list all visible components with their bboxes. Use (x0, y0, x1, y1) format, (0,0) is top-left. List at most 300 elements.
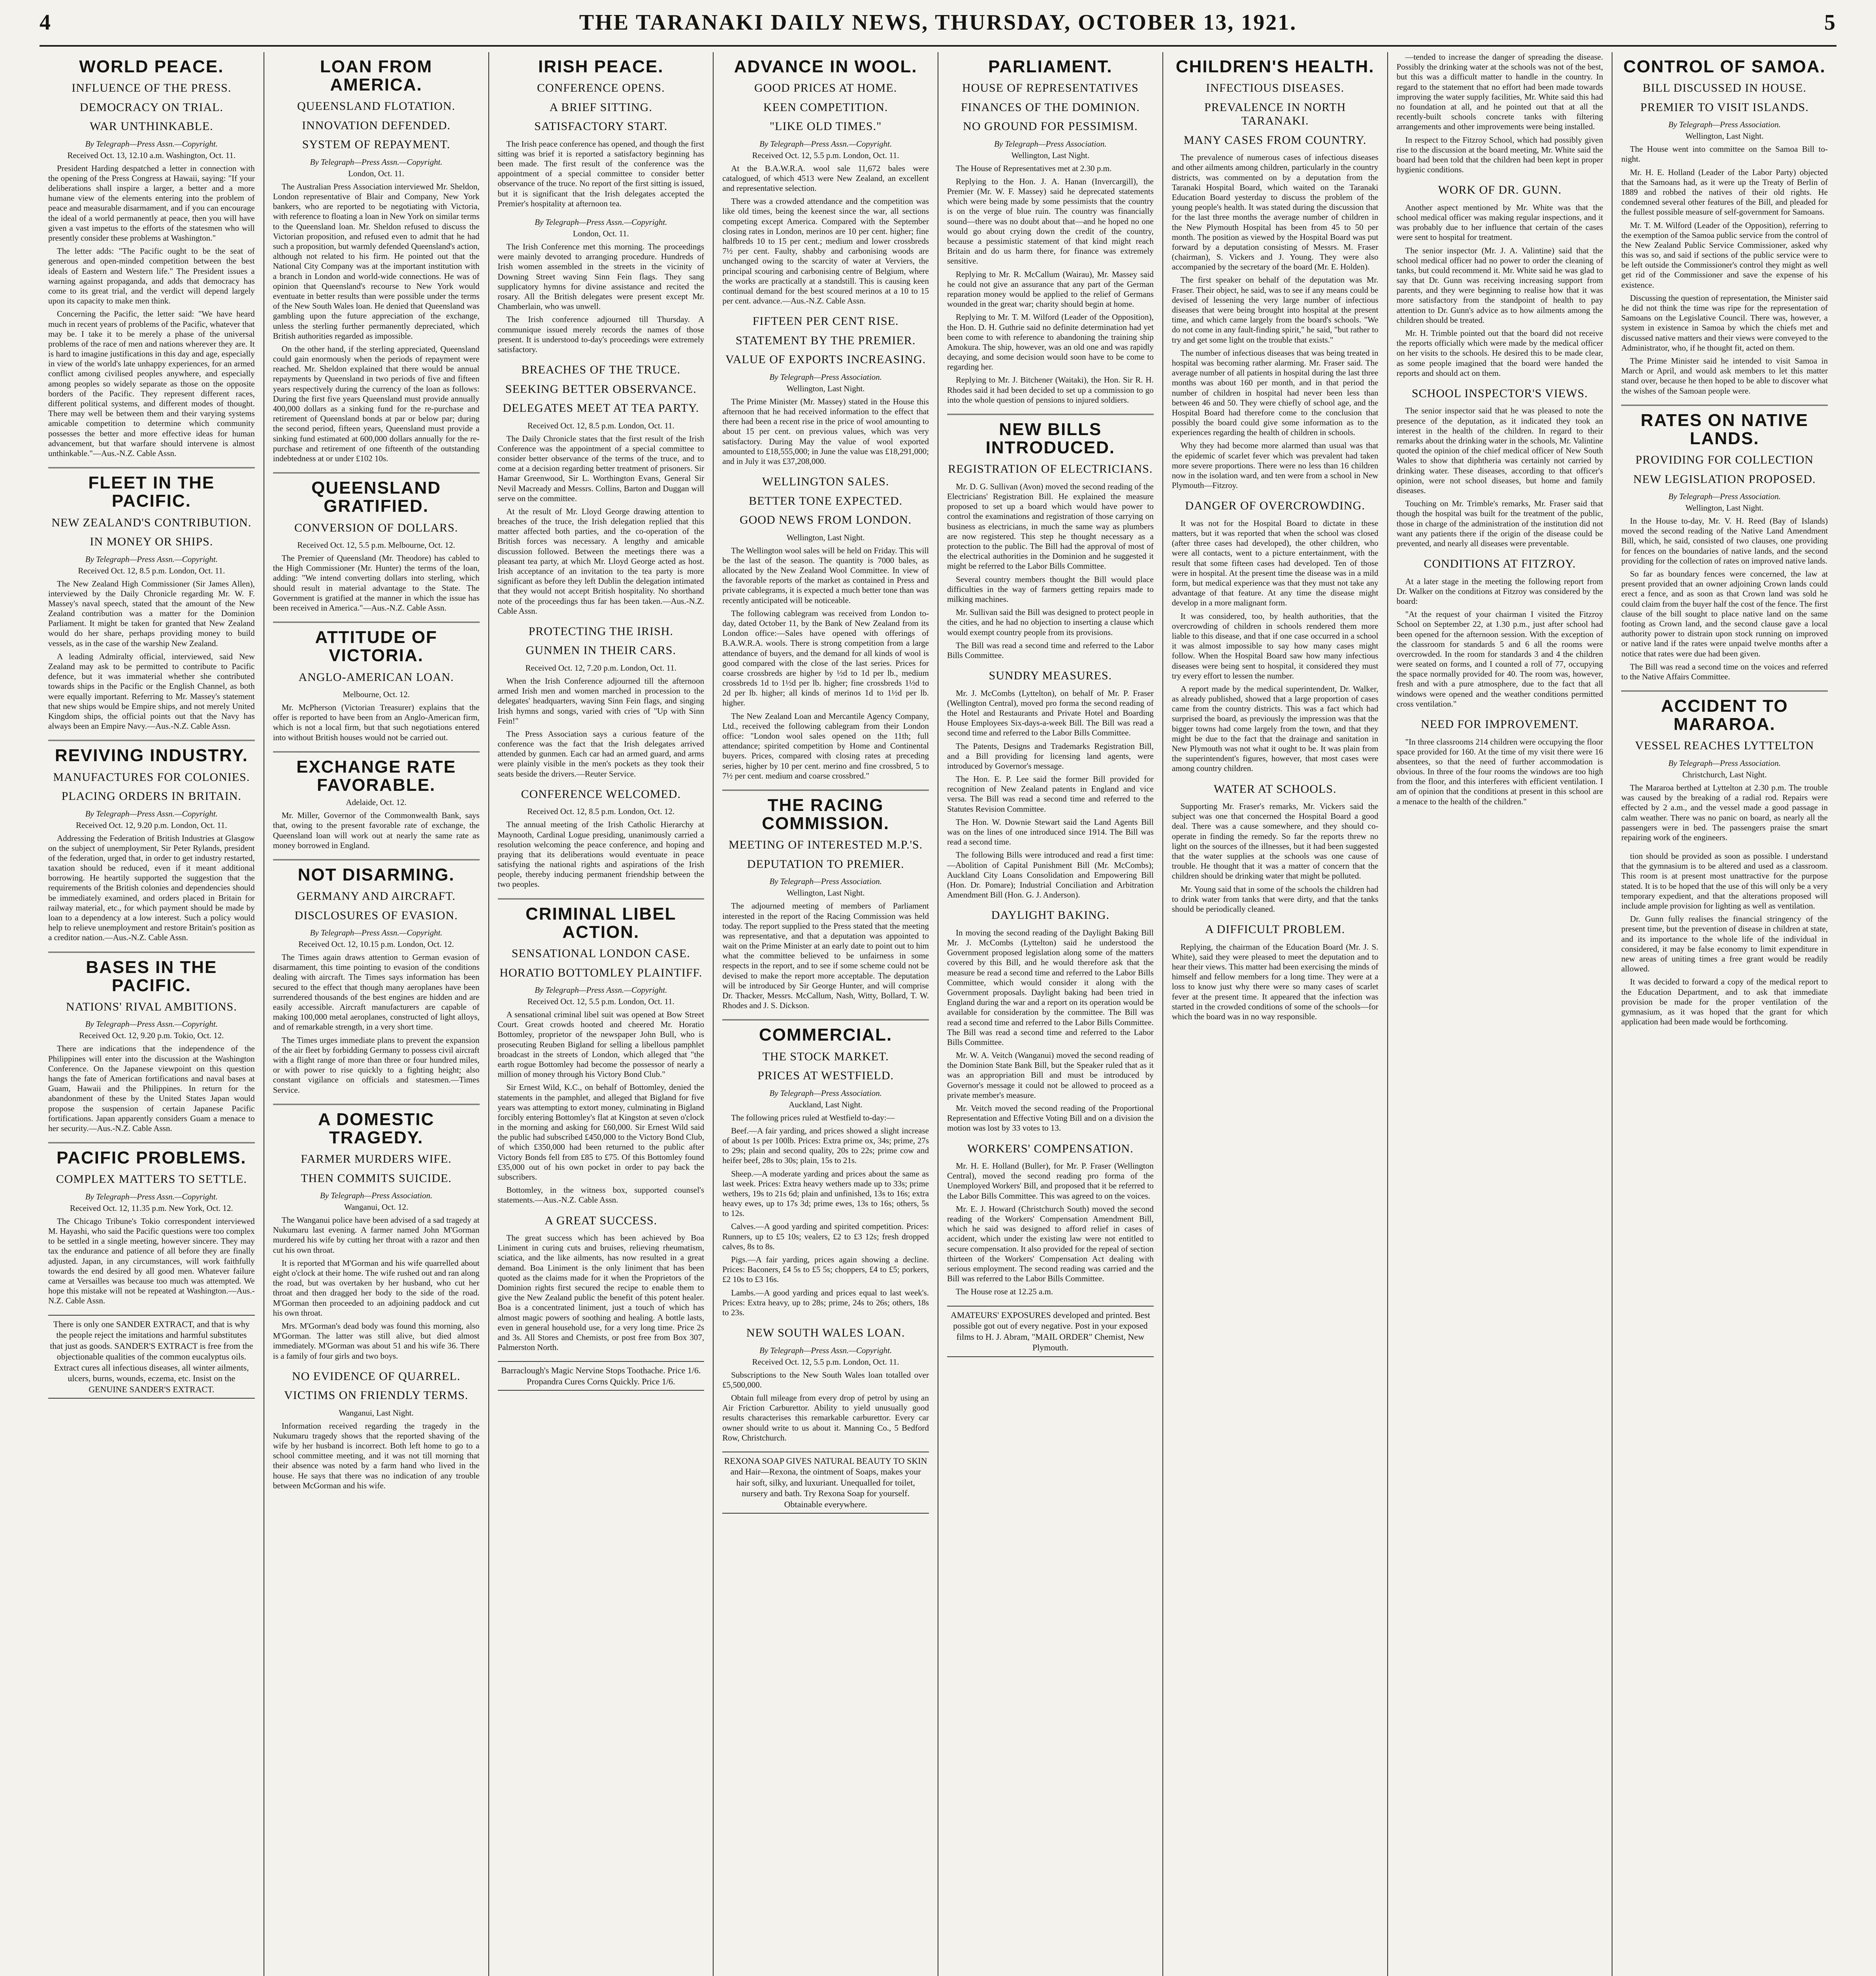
article-paragraph: The House went into committee on the Samoa Bill to-night. (1621, 144, 1828, 164)
article-byline: By Telegraph—Press Association. (320, 1191, 433, 1201)
article-paragraph: The House rose at 12.25 a.m. (956, 1287, 1053, 1297)
advertisement: There is only one SANDER EXTRACT, and that is why the people reject the imitations and harmful substitutes that just as goods. SANDER'S EXTRACT is free from the objectionable qualities of the common eucalyptus oils. Extract cures all infectious diseases, all winter ailments, ulcers, burns, wounds, eczema, etc. Insist on the GENUINE SANDER'S EXTRACT. (48, 1315, 255, 1399)
article (498, 363, 704, 616)
article-paragraph: The Press Association says a curious feature of the conference was the fact that the Irish delegates arrived attended by gunmen. Each car had an armed guard, and arms were plainly visible in the men's pockets as they took their seats beside the drivers.—Reuter Service. (497, 729, 704, 779)
article-subheading: THE STOCK MARKET. (762, 1050, 889, 1063)
section-divider (1621, 690, 1828, 692)
article-headline: NEW BILLS INTRODUCED. (985, 420, 1115, 458)
article-dateline: Received Oct. 12, 5.5 p.m. London, Oct. 11. (752, 1357, 899, 1367)
article-subheading: HOUSE OF REPRESENTATIVES (962, 81, 1139, 95)
article-dateline: Auckland, Last Night. (789, 1099, 863, 1109)
article-dateline: Wellington, Last Night. (1685, 503, 1764, 513)
masthead-left-number: 4 (40, 10, 52, 35)
article-paragraph: It was decided to forward a copy of the medical report to the Education Department, and to ask that immediate provision be made for the proper ventilation of the gymnasium, as it was hoped that the grant for which application had been made would be forthcoming. (1621, 977, 1828, 1027)
article-subheading: MANUFACTURES FOR COLONIES. (53, 770, 250, 784)
article-paragraph: Mrs. M'Gorman's dead body was found this morning, also M'Gorman. The latter was still alive, but died almost immediately. M'Gorman was about 51 and his wife 36. There is a family of four girls and two boys. (273, 1321, 480, 1361)
article-paragraph: There are indications that the independence of the Philippines will enter into the discussion at the Washington Conference. On the Japanese viewpoint on this question hangs the fate of American fortifications and naval bases at Guam, Hawaii and the Philippines. In return for the abandonment of these by the United States Japan would propose the suspension of certain Japanese Pacific fortifications. Japan apparently considers Guam a menace to her security.—Aus.-N.Z. Cable Assn. (48, 1044, 255, 1133)
article-paragraph: The Hon. W. Downie Stewart said the Land Agents Bill was on the lines of one introduced since 1914. The Bill was read a second time. (947, 817, 1154, 847)
advertisement: Barraclough's Magic Nervine Stops Toothache. Price 1/6. Propandra Cures Corns Quickly. Price 1/6. (498, 1361, 704, 1391)
section-divider (273, 1104, 480, 1105)
article (1397, 183, 1603, 378)
article-dateline: Received Oct. 12, 10.15 p.m. London, Oct. 12. (298, 939, 454, 949)
article-subheading: BREACHES OF THE TRUCE. (521, 363, 681, 377)
article-paragraph: Concerning the Pacific, the letter said: "We have heard much in recent years of problems of the Pacific, whatever that may be. I take it to be merely a phase of the universal problems of the race of men and nations wherever they are. It is hard to imagine justifications in this day and age, especially in view of the world's late unhappy experiences, for an armed conflict among civilised peoples anywhere, and especially among peoples so widely separate as those on the opposite borders of the Pacific. They represent different races, different political systems, and different modes of thought. There may well be between them and their varying systems amicable competition to determine which community possesses the better and more effective ideas for human advancement, but that warfare should intervene is almost unthinkable."—Aus.-N.Z. Cable Assn. (48, 309, 255, 458)
section-divider (273, 622, 480, 623)
article-byline: By Telegraph—Press Assn.—Copyright. (85, 139, 218, 149)
article-paragraph: The senior inspector said that he was pleased to note the presence of the deputation, as it indicated they took an interest in the health of the children. In regard to their remarks about the drinking water in the schools, Mr. Valintine quoted the opinion of the chief medical officer of New South Wales to show that diphtheria was certainly not carried by drinking water. These diseases, according to that officer's opinion, were not school diseases, but home and family diseases. (1396, 406, 1603, 495)
article (498, 905, 704, 1205)
section-divider (273, 751, 480, 752)
article-subheading: CONDITIONS AT FITZROY. (1424, 557, 1576, 571)
article-paragraph: The letter adds: "The Pacific ought to be the seat of generous and open-minded competition between the best ideals of Eastern and Western life." The President issues a warning against propaganda, and adds that democracy has come to its great trial, and the verdict will depend largely upon its capacity to make men think. (48, 246, 255, 306)
section-divider (722, 1019, 929, 1020)
article-subheading: HORATIO BOTTOMLEY PLAINTIFF. (499, 966, 703, 979)
section-divider (273, 472, 480, 473)
article-headline: IRISH PEACE. (538, 57, 664, 76)
article-dateline: Wanganui, Oct. 12. (344, 1202, 409, 1212)
section-divider (498, 898, 704, 899)
article-subheading: VICTIMS ON FRIENDLY TERMS. (284, 1389, 469, 1402)
article-subheading: DELEGATES MEET AT TEA PARTY. (503, 402, 699, 415)
article-dateline: London, Oct. 11. (348, 168, 405, 178)
column-8 (1612, 52, 1836, 1976)
article-paragraph: The following Bills were introduced and read a first time:—Abolition of Capital Punishment Bill (Mr. McCombs); Auckland City Loans Consolidation and Empowering Bill (Hon. Dr. Pomare); Industrial Conciliation and Arbitration Amendment Bill (Hon. G. J. Anderson). (947, 850, 1154, 900)
article-paragraph: Lambs.—A good yarding and prices equal to last week's. Prices: Extra heavy, up to 28s; prime, 24s to 26s; others, 18s to 23s. (722, 1288, 929, 1317)
article-subheading: SENSATIONAL LONDON CASE. (511, 947, 690, 960)
article-subheading: INNOVATION DEFENDED. (302, 119, 451, 132)
article (273, 479, 480, 613)
article-headline: NOT DISARMING. (298, 865, 455, 884)
column-5 (938, 52, 1163, 1976)
article-paragraph: The House of Representatives met at 2.30 p.m. (956, 163, 1112, 173)
article-headline: PACIFIC PROBLEMS. (57, 1148, 247, 1168)
article (1172, 58, 1379, 490)
article-dateline: Received Oct. 12, 5.5 p.m. London, Oct. 11. (752, 150, 899, 160)
article-dateline: Received Oct. 12, 9.20 p.m. Tokio, Oct. 12. (79, 1031, 224, 1041)
article-dateline: Received Oct. 12, 11.35 p.m. New York, Oct. 12. (70, 1203, 233, 1213)
article-subheading: WELLINGTON SALES. (762, 475, 889, 488)
article-paragraph: The Irish Conference met this morning. The proceedings were mainly devoted to arranging procedure. Hundreds of Irish women assembled in the streets in the vicinity of Downing Street waving Sinn Fein flags. They sang supplicatory hymns for divine assistance and recited the rosary. All the British delegates were present except Mr. Chamberlain, who was unwell. (497, 242, 704, 311)
section-divider (1621, 405, 1828, 406)
article-subheading: PROVIDING FOR COLLECTION (1635, 453, 1814, 467)
article-byline: By Telegraph—Press Assn.—Copyright. (535, 985, 667, 995)
article-dateline: Received Oct. 12, 8.5 p.m. London, Oct. 11. (527, 420, 674, 430)
section-divider (722, 790, 929, 791)
article-byline: By Telegraph—Press Association. (769, 372, 882, 382)
article (1172, 499, 1379, 773)
article-subheading: CONVERSION OF DOLLARS. (294, 521, 458, 534)
article-headline: WORLD PEACE. (79, 57, 224, 76)
section-divider (947, 414, 1154, 415)
article (1397, 557, 1603, 709)
article-paragraph: A leading Admiralty official, interviewed, said New Zealand may ask to be permitted to contribute to Pacific defence, but it was immaterial whether she contributed towards ships in the Pacific or the English Channel, as both were equally important. Referring to Mr. Massey's statement that new ships would be Empire ships, and not merely United Kingdom ships, the official points out that the Navy has always been an Empire Navy.—Aus.-N.Z. Cable Assn. (48, 651, 255, 731)
article-headline: ADVANCE IN WOOL. (734, 57, 917, 76)
article-subheading: DANGER OF OVERCROWDING. (1185, 499, 1365, 513)
article-paragraph: The Chicago Tribune's Tokio correspondent interviewed M. Hayashi, who said the Pacific questions were too complex to be settled in a single meeting, however sincere. They may tax the endurance and patience of all before they are finally adjusted. Japan, in any circumstances, will work faithfully towards the end desired by all good men. Whatever failure came at Versailles was because too much was attempted. We hope this mistake will not be repeated at Washington.—Aus.-N.Z. Cable Assn. (48, 1216, 255, 1306)
article-subheading: SCHOOL INSPECTOR'S VIEWS. (1412, 387, 1588, 400)
article (722, 315, 929, 466)
article-paragraph: The Mararoa berthed at Lyttelton at 2.30 p.m. The trouble was caused by the breaking of a radial rod. Repairs were effected by 2 a.m., and the vessel made a good passage in calm weather. There was no panic on board, as nearly all the passengers were in bed. The passengers praise the smart repairing work of the engineers. (1621, 782, 1828, 842)
article-paragraph: The Hon. E. P. Lee said the former Bill provided for recognition of New Zealand patents in England and vice versa. The Bill was read a second time and referred to the Statutes Revision Committee. (947, 774, 1154, 814)
article-paragraph: It was considered, too, by health authorities, that the overcrowding of children in schools rendered them more liable to this disease, and that if one case occurred in a school it was almost impossible to say how many cases might follow. When the Hospital Board saw how many infectious diseases were being sent to hospital, it considered they must try every effort to lessen the number. (1172, 611, 1379, 681)
article-headline: RATES ON NATIVE LANDS. (1641, 410, 1808, 448)
article (48, 1149, 255, 1306)
article-subheading: SEEKING BETTER OBSERVANCE. (505, 382, 697, 396)
article-subheading: NEW LEGISLATION PROPOSED. (1633, 472, 1816, 486)
article-byline: By Telegraph—Press Association. (1668, 492, 1781, 502)
article-headline: A DOMESTIC TRAGEDY. (318, 1109, 435, 1147)
article-headline: CRIMINAL LIBEL ACTION. (526, 904, 676, 942)
article-subheading: PREMIER TO VISIT ISLANDS. (1640, 100, 1809, 114)
article-paragraph: "In three classrooms 214 children were occupying the floor space provided for 160. At the time of my visit there were 16 absentees, so that the need of further accommodation is obvious. In three of the four rooms the windows are too high from the floor, and this interferes with efficient ventilation. I am of opinion that the conditions at present in this school are a menace to the health of the children." (1396, 737, 1603, 806)
article-headline: ATTITUDE OF VICTORIA. (315, 628, 437, 666)
article-paragraph: Supporting Mr. Fraser's remarks, Mr. Vickers said the subject was one that concerned the Hospital Board a good deal. There was a cause somewhere, and they should co-operate in finding the remedy. So far the reports threw no light on the sources of the illnesses, but it had been suggested that the water supplies at the schools was one cause of trouble. He thought that it was a matter of concern that the children should be drinking water that might be polluted. (1172, 801, 1379, 881)
article-subheading: BETTER TONE EXPECTED. (749, 494, 903, 507)
section-divider (273, 859, 480, 860)
article-headline: CHILDREN'S HEALTH. (1175, 57, 1375, 76)
article-paragraph: The Times again draws attention to German evasion of disarmament, this time pointing to evasion of the conditions dealing with aircraft. The Times says information has been secured to the effect that though many aeroplanes have been surrendered thousands of the best engines are hidden and are easily accessible. Aircraft manufacturers are capable of making 100,000 metal aeroplanes, constructed of light alloys, and of remarkable strength, in a very short time. (273, 952, 480, 1032)
article-paragraph: The Daily Chronicle states that the first result of the Irish Conference was the appointment of a special committee to consider better observance of the terms of the truce, and to come at a decision regarding better treatment of prisoners. Sir Hamar Greenwood, Sir L. Worthington Evans, General Sir Nevil Macready and Messrs. Collins, Barton and Duggan will serve on the committee. (497, 434, 704, 503)
article-subheading: WORKERS' COMPENSATION. (967, 1142, 1134, 1155)
article-subheading: FIFTEEN PER CENT RISE. (752, 315, 899, 328)
article-paragraph: Sheep.—A moderate yarding and prices about the same as last week. Prices: Extra heavy wethers made up to 33s; prime wethers, 19s to 21s 6d; plain and unfinished, 13s to 16s; extra heavy ewes, up to 17s 3d; prime ewes, 13s to 16s; others, 5s to 12s. (722, 1169, 929, 1218)
article-dateline: Wanganui, Last Night. (339, 1408, 414, 1418)
article-paragraph: The Wanganui police have been advised of a sad tragedy at Nukumaru last evening. A farmer named John M'Gorman murdered his wife by cutting her throat with a razor and then cut his own throat. (273, 1215, 480, 1255)
article-dateline: Wellington, Last Night. (786, 532, 865, 542)
article-dateline: Wellington, Last Night. (786, 383, 865, 393)
column-7 (1388, 52, 1613, 1976)
article-headline: FLEET IN THE PACIFIC. (88, 473, 215, 511)
article-subheading: NEW SOUTH WALES LOAN. (746, 1326, 905, 1340)
article (722, 1326, 929, 1443)
article-paragraph: Mr. Miller, Governor of the Commonwealth Bank, says that, owing to the present favorable rate of exchange, the Queensland loan will work out at nearly the same rate as money borrowed in England. (273, 811, 480, 850)
article-subheading: A GREAT SUCCESS. (544, 1214, 657, 1227)
article-dateline: Received Oct. 12, 7.20 p.m. London, Oct. 11. (525, 663, 677, 673)
article-paragraph: The prevalence of numerous cases of infectious diseases and other ailments among children, particularly in the country districts, was commented on by a deputation from the Taranaki Hospital Board, which waited on the Taranaki Education Board yesterday to discuss the problem of the young people's health. It was stated during the discussion that for the last three months the average number of children in the New Plymouth Hospital has been from 45 to 50 per month. The position as viewed by the Hospital Board was put forward by a deputation consisting of Messrs. M. Fraser (chairman), S. Vickers and J. Young. They were also accompanied by the secretary of the board (Mr. E. Holden). (1172, 153, 1379, 272)
article-paragraph: The great success which has been achieved by Boa Liniment in curing cuts and bruises, relieving rheumatism, sciatica, and the like ailments, has now resulted in a great demand. Boa Liniment is the only liniment that has been quoted as the claims made for it when the Proprietors of the Dominion rights first secured the recipe to enable them to give the New Zealand public the benefit of this potent healer. Boa is a concentrated liniment, just a touch of which has almost magic powers of soothing and healing. A bottle lasts, even in general household use, for a very long time. Price 2s and 3s. All Stores and Chemists, or post free from Box 307, Palmerston North. (497, 1233, 704, 1352)
article-dateline: Wellington, Last Night. (786, 888, 865, 898)
article (1397, 387, 1603, 549)
article-headline: QUEENSLAND GRATIFIED. (311, 478, 441, 516)
article (947, 669, 1154, 900)
column-2 (264, 52, 489, 1976)
article-headline: ACCIDENT TO MARAROA. (1661, 696, 1788, 734)
article-paragraph: Information received regarding the tragedy in the Nukumaru tragedy shows that the reported shaving of the wife by her husband is incorrect. Both left home to go to a school committee meeting, and it was not till morning that their absence was noted by a farm hand who lived in the house. He says that there was no indication of any trouble between McGorman and his wife. (273, 1421, 480, 1490)
column-4 (714, 52, 938, 1976)
article-paragraph: Mr. E. J. Howard (Christchurch South) moved the second reading of the Workers' Compensation Amendment Bill, which he said was designed to afford relief in cases of accident, which under the existing law were not entitled to secure compensation. It also provided for the repeal of section thirteen of the Workers' Compensation Act dealing with serious employment. The second reading was carried and the Bill was referred to the Labor Bills Committee. (947, 1204, 1154, 1284)
article (947, 909, 1154, 1133)
article-subheading: NEW ZEALAND'S CONTRIBUTION. (51, 516, 252, 529)
article (498, 625, 704, 779)
article (48, 958, 255, 1134)
article-paragraph: Why they had become more alarmed than usual was that the epidemic of scarlet fever which was prevalent had taken more severe proportions. There were no less than 16 children now in the isolation ward, and ten were from a school in New Plymouth—Fitzroy. (1172, 441, 1379, 490)
article-paragraph: Another aspect mentioned by Mr. White was that the school medical officer was making regular inspections, and it was probably due to her influence that certain of the cases were sent to hospital for treatment. (1396, 202, 1603, 242)
article-headline: PARLIAMENT. (988, 57, 1113, 76)
article-subheading: FARMER MURDERS WIFE. (301, 1152, 452, 1166)
article-paragraph: Mr. H. E. Holland (Leader of the Labor Party) objected that the Samoans had, as it were up the Treaty of Berlin of 1889 and robbed the natives of their old rights. He condemned several other features of the Bill, and pleaded for the fullest possible measure of self-government for Samoans. (1621, 167, 1828, 217)
article-paragraph: Mr. McPherson (Victorian Treasurer) explains that the offer is reported to have been from an Anglo-American firm, which is not a local firm, but that such negotiations entered into without British houses would not be carried out. (273, 703, 480, 742)
article (1397, 718, 1603, 807)
masthead (40, 0, 1836, 47)
article-subheading: NATIONS' RIVAL AMBITIONS. (66, 1000, 237, 1013)
article-headline: COMMERCIAL. (759, 1025, 893, 1045)
article-dateline: Christchurch, Last Night. (1682, 769, 1767, 779)
article-paragraph: Mr. D. G. Sullivan (Avon) moved the second reading of the Electricians' Registration Bill. He explained the measure proposed to set up a board which would have power to control the examinations and registration of those carrying on business as electricians, in much the same way as plumbers are now registered. This step he thought necessary as a protection to the public. The Bill had the approval of most of the electrical authorities in the Dominion and he suggested it might be referred to the Labor Bills Committee. (947, 481, 1154, 571)
article-paragraph: Addressing the Federation of British Industries at Glasgow on the subject of unemployment, Sir Peter Rylands, president of the federation, urged that, in order to get industry restarted, taxation should be reduced, even if it meant additional borrowing. He heartily supported the suggestion that the requirements of the British colonies and dependencies should be immediately examined, and orders placed in Britain for railway material, etc., for which payment should be made by loan to a dependency at a low interest. Such a policy would help to relieve unemployment and restore Britain's position as a creditor nation.—Aus.-N.Z. Cable Assn. (48, 833, 255, 943)
article-paragraph: Obtain full mileage from every drop of petrol by using an Air Friction Carburettor. Ability to yield unusually good results characterises this remarkable carburettor. Every car owner should write to us about it. Manning Co., 5 Bedford Row, Christchurch. (722, 1393, 929, 1442)
article-subheading: GOOD PRICES AT HOME. (754, 81, 897, 95)
article-paragraph: Mr. H. Trimble pointed out that the board did not receive the reports officially which were made by the medical officer on her visits to the schools. He desired this to be made clear, as some people imagined that the board were handed the reports and should act on them. (1396, 328, 1603, 378)
newspaper-columns (40, 52, 1836, 1976)
article-headline: BASES IN THE PACIFIC. (86, 957, 217, 995)
article-paragraph: The Patents, Designs and Trademarks Registration Bill, and a Bill providing for licensing land agents, were introduced by Governor's message. (947, 741, 1154, 771)
article-subheading: WAR UNTHINKABLE. (90, 120, 213, 133)
article (947, 58, 1154, 405)
article-dateline: Received Oct. 12, 5.5 p.m. Melbourne, Oct. 12. (297, 540, 455, 550)
article-paragraph: Replying to the Hon. J. A. Hanan (Invercargill), the Premier (Mr. W. F. Massey) said he deprecated statements which were being made by some pessimists that the country is on the verge of blue ruin. The country was financially sound—there was no doubt about that—and he hoped no one would go about crying down the credit of the country, because a pessimistic statement of that kind might reach Britain and do us harm there, for finance was extremely sensitive. (947, 176, 1154, 266)
article-headline: EXCHANGE RATE FAVORABLE. (296, 757, 456, 795)
article-subheading: KEEN COMPETITION. (763, 100, 888, 114)
article-paragraph: President Harding despatched a letter in connection with the opening of the Press Congress at Hawaii, saying: "If your deliberations shall inspire a larger, a better and a more humane view of the elements entering into the problem of peace and measurable disarmament, and if you can encourage the ideal of a world permanently at peace, then you will have given a vast impetus to the efforts of the statesmen who will presently consider these problems at Washington." (48, 163, 255, 243)
article-paragraph: Mr. Sullivan said the Bill was designed to protect people in the cities, and he had no objection to inserting a clause which would exempt country people from its provisions. (947, 607, 1154, 637)
article (48, 474, 255, 731)
article-paragraph: Discussing the question of representation, the Minister said he did not think the time was ripe for the representation of Samoans on the Legislative Council. There was, however, a system in existence in Samoa by which the chiefs met and discussed native matters and their views were conveyed to the Administrator, who, if he thought fit, acted on them. (1621, 293, 1828, 353)
article-headline: CONTROL OF SAMOA. (1623, 57, 1826, 76)
article-paragraph: The Irish conference adjourned till Thursday. A communique issued merely records the names of those present. It is understood to-day's proceedings were extremely satisfactory. (497, 315, 704, 354)
article (1621, 411, 1828, 682)
article-subheading: GOOD NEWS FROM LONDON. (739, 513, 912, 527)
article-paragraph: "At the request of your chairman I visited the Fitzroy School on September 22, at 1.30 p.m., just after school had been opened for the afternoon session. With the exception of the classroom for standards 5 and 6 all the rooms were overcrowded. In the room for standards 3 and 4 the children were seated on forms, and I counted a roll of 77, occupying the space normally provided for 40. The room was, however, fresh and with a pure atmosphere, due to the fact that all windows were opened and the weather conditions permitted cross ventilation." (1396, 609, 1603, 709)
article-paragraph: A report made by the medical superintendent, Dr. Walker, as already published, showed that a large proportion of cases came from the country districts. This was a fact which had surprised the board, as previously the impression was that the bigger towns had come largely from the town, and that they might be due to the fact that the drainage and sanitation in New Plymouth was not what it ought to be. It was plain from the superintendent's figures, however, that most cases were among country children. (1172, 684, 1379, 773)
article-subheading: COMPLEX MATTERS TO SETTLE. (56, 1173, 247, 1186)
article-paragraph: The Bill was read a second time and referred to the Labor Bills Committee. (947, 640, 1154, 660)
article-subheading: DAYLIGHT BAKING. (991, 909, 1110, 922)
article-paragraph: The Prime Minister said he intended to visit Samoa in March or April, and would ask members to let this matter stand over, because he then hoped to be able to discover what the wishes of the Samoan people were. (1621, 356, 1828, 396)
article-paragraph: In respect to the Fitzroy School, which had possibly given rise to the discussion at the board meeting, Mr. White said the board had been told that the children had been kept in proper hygienic conditions. (1396, 135, 1603, 175)
article-paragraph: On the other hand, if the sterling appreciated, Queensland could gain enormously when the periods of repayment were reached. Mr. Sheldon explained that there would be annual repayments by Queensland in two periods of five and fifteen years respectively during the currency of the loan as follows: During the first five years Queensland must provide annually 400,000 dollars as a sinking fund for the re-purchase and retirement of Queensland bonds at par or below par; during the second period, fifteen years, Queensland must provide a sinking fund estimated at 600,000 dollars annually for the re-purchase and retirement of one fifteenth of the outstanding indebtedness at or under £102 10s. (273, 344, 480, 463)
article-byline: By Telegraph—Press Association. (1668, 120, 1781, 130)
article-byline: By Telegraph—Press Assn.—Copyright. (759, 139, 892, 149)
article-dateline: Wellington, Last Night. (1011, 150, 1090, 160)
article-dateline: Wellington, Last Night. (1685, 131, 1764, 141)
article (498, 58, 704, 209)
article (1172, 782, 1379, 914)
article-subheading: REGISTRATION OF ELECTRICIANS. (948, 462, 1153, 476)
advertisement: AMATEURS' EXPOSURES developed and printed. Best possible got out of every negative. Post in your exposed films to H. J. Abram, "MAIL ORDER" Chemist, New Plymouth. (947, 1306, 1154, 1357)
article-paragraph: Mr. Veitch moved the second reading of the Proportional Representation and Effective Voting Bill and on a division the motion was lost by 33 votes to 13. (947, 1103, 1154, 1133)
article-paragraph: The Premier of Queensland (Mr. Theodore) has cabled to the High Commissioner (Mr. Hunter) the terms of the loan, adding: "We intend converting dollars into sterling, which should result in material advantage to the State. The Government is gratified at the manner in which the issue has been received in America."—Aus.-N.Z. Cable Assn. (273, 553, 480, 613)
article-paragraph: Calves.—A good yarding and spirited competition. Prices: Runners, up to £5 10s; vealers, £2 to £3 12s; fresh dropped calves, 8s to 8s. (722, 1222, 929, 1251)
article-byline: By Telegraph—Press Association. (994, 139, 1107, 149)
article-subheading: INFECTIOUS DISEASES. (1206, 81, 1345, 95)
article-headline: REVIVING INDUSTRY. (55, 746, 248, 766)
article (273, 628, 480, 743)
article (498, 217, 704, 354)
article-byline: By Telegraph—Press Assn.—Copyright. (85, 554, 218, 564)
article (48, 747, 255, 943)
article-paragraph: Dr. Gunn fully realises the financial stringency of the present time, but the prevention of disease in children at state, and its importance to the whole life of the individual in considered, it may be false economy to limit expenditure in new areas of uniting times a free grant would be readily allowed. (1621, 914, 1828, 974)
article-paragraph: The senior inspector (Mr. J. A. Valintine) said that the school medical officer had no power to order the cleaning of tanks, but could recommend it. Mr. White said he was glad to say that Dr. Gunn was receiving increasing support from parents, and they were beginning to realise how that it was more satisfactory from the standpoint of health to pay attention to Dr. Gunn's advice as to how ailments among the children should be treated. (1396, 245, 1603, 325)
article-subheading: DEMOCRACY ON TRIAL. (79, 100, 223, 114)
article-byline: By Telegraph—Press Assn.—Copyright. (85, 1192, 218, 1201)
article-paragraph: Replying, the chairman of the Education Board (Mr. J. S. White), said they were pleased to meet the deputation and to hear their views. This matter had been exercising the minds of himself and fellow members for a long time. They were at a loss to know just why there were so many cases of scarlet fever at the present time. It appeared that the infection was started in the crowded conditions of some of the schools—for which the board was in no way responsible. (1172, 942, 1379, 1021)
article-byline: By Telegraph—Press Association. (769, 877, 882, 886)
article-paragraph: The Prime Minister (Mr. Massey) stated in the House this afternoon that he had received information to the effect that there had been a recent rise in the price of wool amounting to about 15 per cent. on previous values, which was very satisfactory. During May the value of wool exported amounted to £18,555,000; in June the value was £18,291,000; and in July it was £37,208,000. (722, 396, 929, 466)
article-paragraph: The annual meeting of the Irish Catholic Hierarchy at Maynooth, Cardinal Logue presiding, unanimously carried a resolution welcoming the peace conference, and hoping and praying that its deliberations would eventuate in peace satisfying the national rights and aspirations of the Irish people, thereby inducing permanent friendship between the two peoples. (497, 820, 704, 889)
article-subheading: VESSEL REACHES LYTTELTON (1635, 739, 1814, 752)
article-subheading: DISCLOSURES OF EVASION. (294, 909, 458, 922)
article-dateline: London, Oct. 11. (573, 229, 629, 238)
article-paragraph: Mr. W. A. Veitch (Wanganui) moved the second reading of the Dominion State Bank Bill, but the Speaker ruled that as it was an appropriation Bill and must be introduced by Governor's message it could not be allowed to proceed as a private member's measure. (947, 1050, 1154, 1100)
article-paragraph: The number of infectious diseases that was being treated in hospital was becoming rather alarming. Mr. Fraser said. The average number of all patients in hospital during the last three months was about 160 per month, and in that period the number of children in hospital had never been less than between 46 and 50. They were chiefly of school age, and the Hospital Board had therefore come to the conclusion that possibly the board could give some information as to the experiences regarding the health of children in schools. (1172, 348, 1379, 437)
article-dateline: Melbourne, Oct. 12. (343, 690, 410, 699)
article-dateline: Received Oct. 13, 12.10 a.m. Washington, Oct. 11. (67, 150, 236, 160)
article (1621, 58, 1828, 396)
article-byline: By Telegraph—Press Assn.—Copyright. (759, 1345, 892, 1355)
article-subheading: FINANCES OF THE DOMINION. (961, 100, 1140, 114)
article-paragraph: At the result of Mr. Lloyd George drawing attention to breaches of the truce, the Irish delegation replied that this matter affected both parties, and the co-operation of the British forces was necessary. A lengthy and amicable discussion followed. Between the meetings there was a pleasant tea party, at which Mr. Lloyd George acted as host. Irish acceptance of an invitation to the tea party is more significant as before they left Dublin the delegation intimated that they would not accept British hospitality. No shorthand note of the proceedings thus far has been taken.—Aus.-N.Z. Cable Assn. (497, 506, 704, 616)
article-paragraph: The Times urges immediate plans to prevent the expansion of the air fleet by forbidding Germany to possess civil aircraft with a flight range of more than three or four hundred miles, or with power to rise quickly to a fighting height; also constant vigilance on officials and statesmen.—Times Service. (273, 1035, 480, 1095)
article-byline: By Telegraph—Press Assn.—Copyright. (310, 928, 443, 938)
article-paragraph: Several country members thought the Bill would place difficulties in the way of farmers getting repairs made to milking machines. (947, 574, 1154, 604)
newspaper-title: THE TARANAKI DAILY NEWS, THURSDAY, OCTOBER 13, 1921. (579, 10, 1297, 35)
article-byline: By Telegraph—Press Assn.—Copyright. (310, 157, 443, 167)
article-paragraph: Touching on Mr. Trimble's remarks, Mr. Fraser said that though the hospital was built for the treatment of the public, those in charge of the administration of the institution did not want any patients there if the origin of the disease could be prevented, and nearly all diseases were preventable. (1396, 499, 1603, 548)
article-paragraph: Mr. T. M. Wilford (Leader of the Opposition), referring to the exemption of the Samoa public service from the control of the New Zealand Public Service Commissioner, asked why this was so, and said if sections of the public service were to be left outside the Commissioner's control they might as well get rid of the Commissioner and save the expense of his existence. (1621, 220, 1828, 290)
article-dateline: Adelaide, Oct. 12. (346, 798, 407, 807)
article-paragraph: It was not for the Hospital Board to dictate in these matters, but it was reported that when the school was closed (after three cases had developed), the other children, who were all contacts, went to a picture entertainment, with the result that some fifteen cases had developed. Ten of those were in hospital. At the present time the disease was in a mild form, but medical experience was that they must not take any advantage of that feature. At any time the disease might develop in a more malignant form. (1172, 518, 1379, 608)
article-headline: LOAN FROM AMERICA. (320, 57, 433, 95)
article-subheading: A DIFFICULT PROBLEM. (1205, 923, 1345, 936)
article-subheading: ANGLO-AMERICAN LOAN. (298, 670, 454, 684)
article (1621, 851, 1828, 1027)
article (48, 58, 255, 458)
article (1397, 52, 1603, 175)
article-paragraph: Mr. Young said that in some of the schools the children had to drink water from tanks that were dirty, and that the tanks should be periodically cleaned. (1172, 884, 1379, 914)
article-paragraph: The following cablegram was received from London to-day, dated October 11, by the Bank of New Zealand from its London office:—Sales have opened with offerings of B.A.W.R.A. wools. There is strong competition from a large attendance of buyers, and the demand for all kinds of wool is good compared with the close of the last series. Prices for coarse crossbreds are higher by ½d to 1d per lb., medium crossbreds 1d to 1½d per lb. higher; fine crossbreds 1½d to 2d per lb. higher; all kinds of merinos 1d to 1½d per lb. higher. (722, 608, 929, 708)
article-subheading: MANY CASES FROM COUNTRY. (1183, 133, 1367, 147)
article-subheading: DEPUTATION TO PREMIER. (747, 857, 904, 871)
article-paragraph: At the B.A.W.R.A. wool sale 11,672 bales were catalogued, of which 4513 were New Zealand, an excellent and representative selection. (722, 163, 929, 193)
article-paragraph: The following prices ruled at Westfield to-day:— (731, 1112, 895, 1122)
section-divider (48, 1142, 255, 1143)
article-dateline: Received Oct. 12, 8.5 p.m. London, Oct. 11. (78, 566, 225, 575)
article (722, 1026, 929, 1318)
article-subheading: QUEENSLAND FLOTATION. (297, 100, 456, 113)
article-subheading: PLACING ORDERS IN BRITAIN. (61, 790, 242, 803)
article-paragraph: tion should be provided as soon as possible. I understand that the gymnasium is to be altered and used as a classroom. This room is at present most unattractive for the purpose stated. It is to be hoped that the use of this will only be a very temporary expedient, and that the alterations proposed will include ample provision for lighting as well as ventilation. (1621, 851, 1828, 911)
article-paragraph: When the Irish Conference adjourned till the afternoon armed Irish men and women marched in procession to the delegates' headquarters, waving Sinn Fein flags, and singing Irish hymns and songs, varied with cries of "Up with Sinn Fein!" (497, 676, 704, 726)
article-subheading: SATISFACTORY START. (534, 120, 668, 133)
article-byline: By Telegraph—Press Association. (1668, 758, 1781, 768)
article-paragraph: Pigs.—A fair yarding, prices again showing a decline. Prices: Baconers, £4 5s to £5 5s; choppers, £4 to £5; porkers, £2 10s to £3 16s. (722, 1255, 929, 1284)
article (722, 796, 929, 1011)
article-paragraph: Replying to Mr. J. Bitchener (Waitaki), the Hon. Sir R. H. Rhodes said it had been decided to set up a commission to go into the whole question of pensions to injured soldiers. (947, 375, 1154, 405)
page-number: 5 (1824, 10, 1836, 35)
article-subheading: GERMANY AND AIRCRAFT. (297, 890, 456, 903)
article-subheading: BILL DISCUSSED IN HOUSE. (1642, 81, 1806, 95)
article-paragraph: Sir Ernest Wild, K.C., on behalf of Bottomley, denied the statements in the pamphlet, and alleged that Bigland for five years was attempting to extort money, culminating in Bigland forcibly entering Bottomley's flat at Kingston at seven o'clock in the morning and asking for £60,000. Sir Ernest Wild said the public had subscribed £450,000 to the Victory Bond Club, of which £350,000 had been returned to the public after Victory Bonds fell from £85 to £75. Of this Bottomley found £35,000 out of his own pocket in order to pay back the subscribers. (497, 1082, 704, 1182)
article-paragraph: At a later stage in the meeting the following report from Dr. Walker on the conditions at Fitzroy was considered by the board: (1396, 576, 1603, 606)
article-subheading: CONFERENCE WELCOMED. (521, 787, 681, 801)
article-paragraph: The New Zealand High Commissioner (Sir James Allen), interviewed by the Daily Chronicle regarding Mr. W. F. Massey's naval speech, stated that the amount of the New Zealand contribution was a matter for the Dominion Parliament. It might be taken for granted that New Zealand would do her share, perhaps providing money to build vessels, as in the case of the warship New Zealand. (48, 579, 255, 648)
article-paragraph: In the House to-day, Mr. V. H. Reed (Bay of Islands) moved the second reading of the Native Land Amendment Bill, which, he said, consisted of two clauses, one providing for fences on the boundaries of native lands, and the second providing for the collection of rates on improved native lands. (1621, 516, 1828, 566)
article-subheading: STATEMENT BY THE PREMIER. (735, 334, 916, 347)
article-subheading: PRICES AT WESTFIELD. (757, 1069, 894, 1082)
article (1621, 697, 1828, 843)
article-byline: By Telegraph—Press Assn.—Copyright. (535, 217, 667, 227)
article-subheading: SYSTEM OF REPAYMENT. (302, 138, 450, 151)
article-headline: THE RACING COMMISSION. (762, 795, 889, 833)
article-subheading: A BRIEF SITTING. (549, 100, 652, 114)
article-subheading: SUNDRY MEASURES. (989, 669, 1112, 683)
article-paragraph: Subscriptions to the New South Wales loan totalled over £5,500,000. (722, 1370, 929, 1390)
article (273, 758, 480, 850)
article-subheading: GUNMEN IN THEIR CARS. (526, 644, 676, 657)
article-paragraph: A sensational criminal libel suit was opened at Bow Street Court. Great crowds hooted and cheered Mr. Horatio Bottomley, proprietor of the newspaper John Bull, who is prosecuting Reuben Bigland for selling a libellous pamphlet broadcast in the streets of London, which alleged that "the earth rogue Bottomley had become the possessor of nearly a million of money through his Victory Bond Club." (497, 1010, 704, 1079)
article (273, 1111, 480, 1361)
article-paragraph: It is reported that M'Gorman and his wife quarrelled about eight o'clock at their home. The wife rushed out and ran along the road, but was overtaken by her husband, who cut her throat and then dragged her body to the side of the road. M'Gorman then proceeded to an adjoining paddock and cut his own throat. (273, 1258, 480, 1318)
article (273, 58, 480, 464)
article (1172, 923, 1379, 1022)
article-subheading: VALUE OF EXPORTS INCREASING. (725, 353, 926, 366)
article-paragraph: Beef.—A fair yarding, and prices showed a slight increase of about 1s per 100lb. Prices: Extra prime ox, 34s; prime, 27s to 29s; plain and second quality, 20s to 22s; prime cow and heifer beef, 28s to 30s; plain, 15s to 21s. (722, 1126, 929, 1165)
article-paragraph: So far as boundary fences were concerned, the law at present provided that an owner adjoining Crown lands could erect a fence, and as soon as that Crown land was sold he could claim from the buyer half the cost of the fence. The first clause of the bill sought to place native land on the same footing as Crown land, and the second clause gave a local authority power to distrain upon stock running on improved or native land if the rates were unpaid twelve months after a notice that rates were due had been given. (1621, 569, 1828, 658)
article-paragraph: The first speaker on behalf of the deputation was Mr. Fraser. Their object, he said, was to see if any means could be devised of lessening the very large number of infectious diseases that were being brought into hospital at the present time, and which came largely from the board's schools. "We do not come in any fault-finding spirit," he said, "but rather to try and get some light on the trouble that exists." (1172, 275, 1379, 345)
section-divider (48, 467, 255, 468)
article-subheading: NEED FOR IMPROVEMENT. (1421, 718, 1579, 731)
article-paragraph: Mr. H. E. Holland (Buller), for Mr. P. Fraser (Wellington Central), moved the second reading pro forma of the Unemployed Workers' Bill, and proposed that it be referred to the Labor Bills Committee. This was agreed to on the voices. (947, 1161, 1154, 1201)
article (498, 788, 704, 890)
article-subheading: THEN COMMITS SUICIDE. (301, 1171, 452, 1185)
article-subheading: MEETING OF INTERESTED M.P.'S. (729, 838, 923, 852)
article-subheading: WATER AT SCHOOLS. (1213, 782, 1337, 796)
article-paragraph: The Bill was read a second time on the voices and referred to the Native Affairs Committee. (1621, 662, 1828, 681)
section-divider (48, 740, 255, 741)
article (273, 1370, 480, 1491)
article-paragraph: Bottomley, in the witness box, supported counsel's statements.—Aus.-N.Z. Cable Assn. (497, 1185, 704, 1205)
article-dateline: Received Oct. 12, 9.20 p.m. London, Oct. 11. (76, 820, 227, 830)
article-paragraph: Replying to Mr. T. M. Wilford (Leader of the Opposition), the Hon. D. H. Guthrie said no definite determination had yet been come to with reference to abandoning the training ship Amokura. The ship, however, was an old one and was rapidly decaying, and some decision would soon have to be come to regarding her. (947, 312, 1154, 372)
article (947, 1142, 1154, 1297)
article (722, 475, 929, 781)
article-subheading: PROTECTING THE IRISH. (528, 624, 674, 638)
article-paragraph: —tended to increase the danger of spreading the disease. Possibly the drinking water at the schools was not of the best, but this was a difficult matter to handle in the country. In regard to the statement that no effort had been made towards improving the water supply facilities, Mr. White said this had no foundation at all, and he pointed out that at all the recently-built schools concrete tanks with filtering arrangements and other improvements were being installed. (1396, 52, 1603, 132)
article-paragraph: The New Zealand Loan and Mercantile Agency Company, Ltd., received the following cablegram from their London office: "London wool sales opened on the 11th; full attendance; spirited competition by Home and Continental buyers. Prices, compared with closing rates at preceding series, higher by 10 per cent. merino and fine crossbred, 5 to 7½ per cent. medium and coarse crossbred." (722, 711, 929, 781)
article-dateline: Received Oct. 12, 5.5 p.m. London, Oct. 11. (527, 997, 674, 1006)
article-paragraph: There was a crowded attendance and the competition was like old times, being the keenest since the war, all sections competing except America. Compared with the September closing rates in London, merinos are 10 per cent. higher; fine halfbreds 10 to 15 per cent.; medium and lower crossbreds 7½ per cent. Faulty, shabby and carbonising woods are unchanged owing to the scarcity of water at Verviers, the principal scouring and carbonising centre of Belgium, where the works are practically at a standstill. This is causing keen continual demand for the best scoured merinos at a 10 to 15 per cent. advance.—Aus.-N.Z. Cable Assn. (722, 196, 929, 306)
article-paragraph: The adjourned meeting of members of Parliament interested in the report of the Racing Commission was held today. The report supplied to the Press stated that the meeting was representative, and that a deputation was appointed to wait on the Prime Minister at an early date to point out to him what the committee believed to be unfairness in some respects in the report, and to see if some scheme could not be devised to make the report more acceptable. The deputation will be introduced by Sir George Hunter, and will comprise Dr. Thacker, Messrs. McCallum, Nash, Witty, Bollard, T. W. Rhodes and J. S. Dickson. (722, 901, 929, 1011)
article (722, 58, 929, 306)
article-byline: By Telegraph—Press Assn.—Copyright. (85, 1019, 218, 1029)
article-byline: By Telegraph—Press Association. (769, 1088, 882, 1098)
article-subheading: "LIKE OLD TIMES." (769, 120, 882, 133)
article-paragraph: In moving the second reading of the Daylight Baking Bill Mr. J. McCombs (Lyttelton) said he understood the Government proposed legislation along some of the matters covered by this Bill, and he would therefore ask that the measure be read a second time and referred to the Labor Bills Committee, which would consider it along with the Government proposals. Daylight baking had been tried in England during the war and a report on its operation would be available for consideration by the committee. The Bill was read a second time and referred to the Labor Bills Committee. The Bill was read a second time and referred to the Labor Bills Committee. (947, 928, 1154, 1047)
column-3 (489, 52, 714, 1976)
article-subheading: WORK OF DR. GUNN. (1438, 183, 1562, 197)
article-subheading: NO EVIDENCE OF QUARREL. (292, 1369, 461, 1383)
article-subheading: PREVALENCE IN NORTH TARANAKI. (1204, 100, 1346, 128)
article (947, 420, 1154, 660)
article-paragraph: The Australian Press Association interviewed Mr. Sheldon, London representative of Blair and Company, New York bankers, who are reported to be negotiating with Victoria, with reference to floating a loan in New York on similar terms to the Queensland loan. Mr. Sheldon refused to discuss the Victorian proposition, and refused even to admit that he had such a proposition, but warmly defended Queensland's action, although not related to his firm. He pointed out that the National City Company was at the important institution with a branch in London and world-wide connections. He was of opinion that Queensland's recourse to New York would eventuate in better results than were possible under the terms of the New South Wales loan. He denied that Queensland was gambling upon the future appreciation of the exchange, unless the sterling further permanently depreciated, which British authorities regarded as impossible. (273, 181, 480, 341)
article-byline: By Telegraph—Press Assn.—Copyright. (85, 809, 218, 818)
article-paragraph: Mr. J. McCombs (Lyttelton), on behalf of Mr. P. Fraser (Wellington Central), moved pro forma the second reading of the Hotel and Restaurants and Private Hotel and Boarding House Employees Six-days-a-week Bill. The Bill was read a second time and referred to the Labor Bills Committee. (947, 688, 1154, 738)
article-subheading: INFLUENCE OF THE PRESS. (72, 81, 232, 95)
section-divider (48, 952, 255, 953)
article (273, 866, 480, 1095)
article (498, 1214, 704, 1353)
column-6 (1163, 52, 1388, 1976)
